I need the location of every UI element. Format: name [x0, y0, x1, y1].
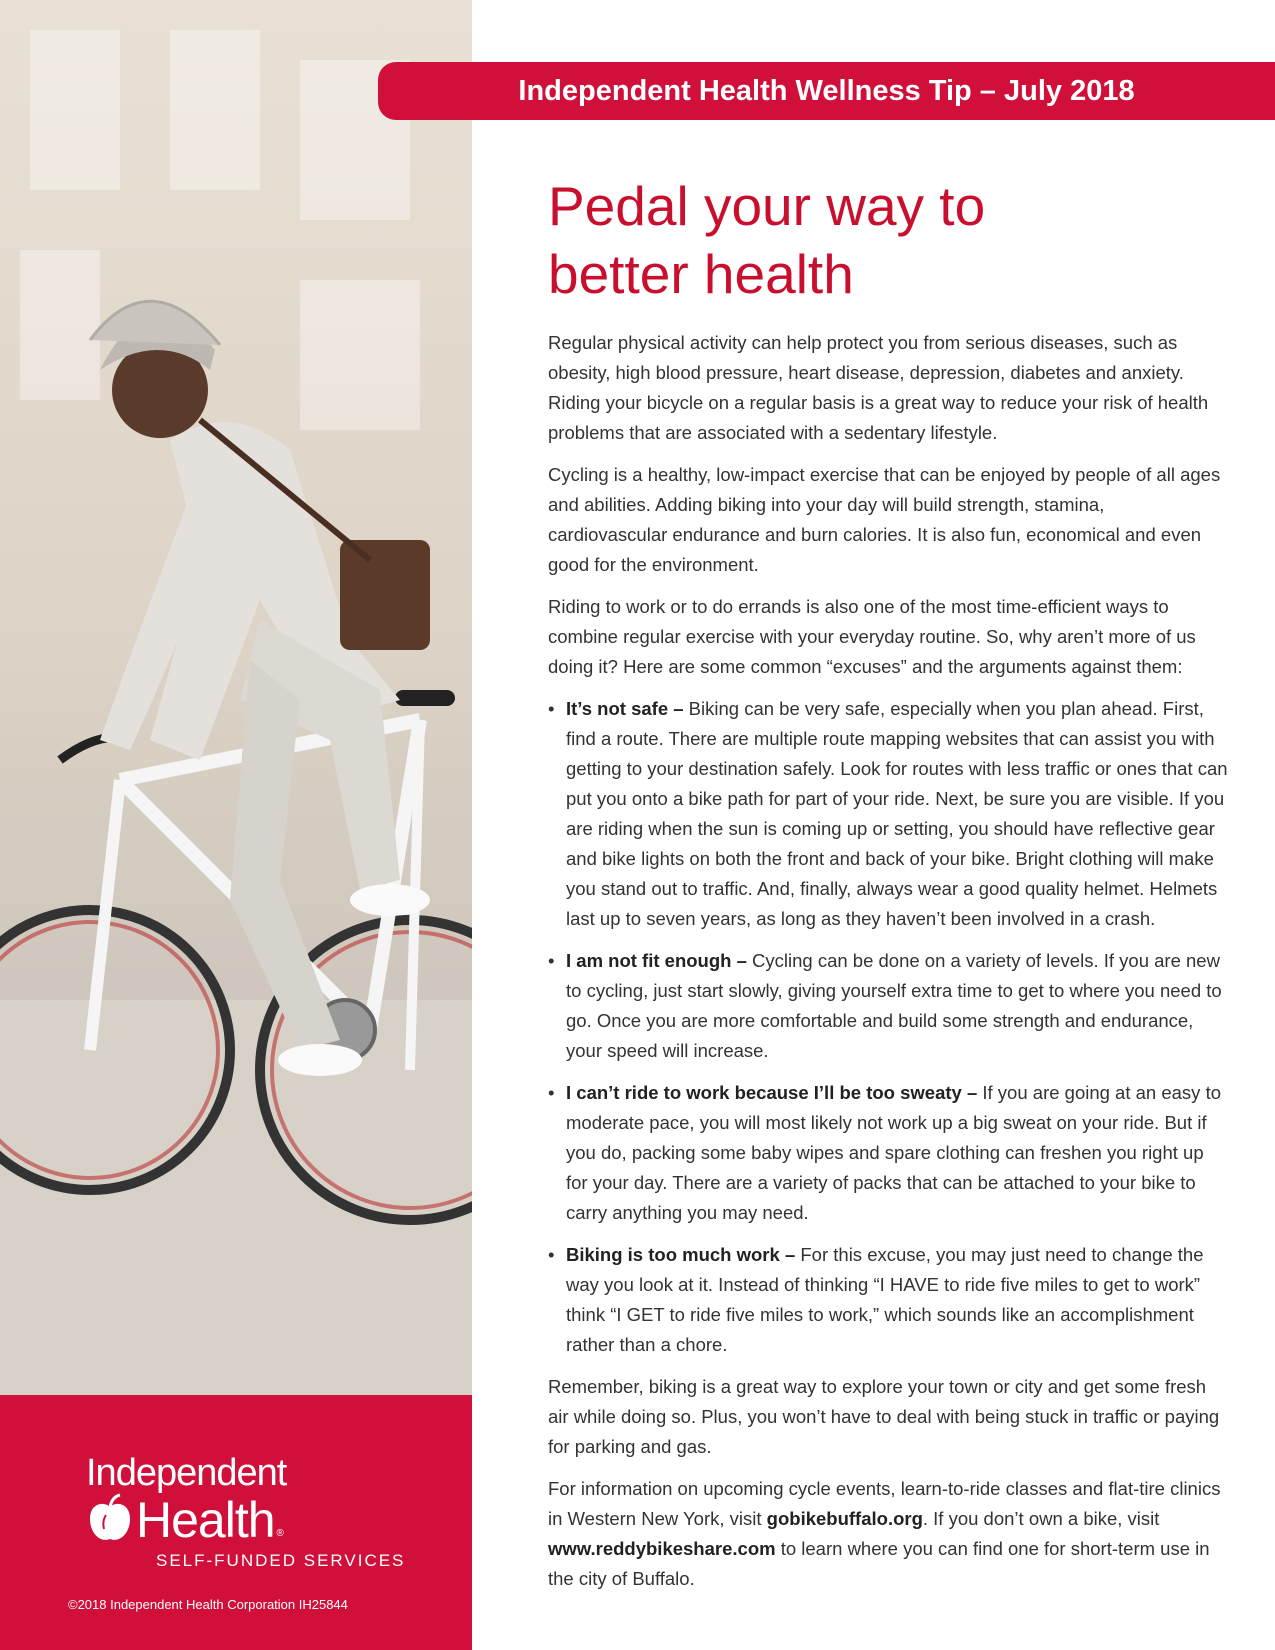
paragraph-information [548, 1474, 1228, 1594]
header-banner [378, 62, 1275, 120]
list-item [548, 694, 1228, 934]
logo-line2: Health [136, 1492, 275, 1548]
title-line1: Pedal your way to [548, 175, 986, 237]
copyright-text: ©2018 Independent Health Corporation IH25844 [68, 1597, 348, 1612]
cyclist-photo [0, 0, 472, 1395]
list-item [548, 1240, 1228, 1360]
excuse-lead: I can’t ride to work because I’ll be too sweaty – [566, 1082, 978, 1103]
cyclist-illustration [0, 0, 472, 1395]
list-item [548, 946, 1228, 1066]
logo-registered-mark: ® [276, 1528, 284, 1539]
article-title [548, 172, 1228, 308]
article [548, 172, 1228, 1606]
info-text-3: to learn where you can find one for short-term use in the city of Buffalo. [548, 1538, 1210, 1589]
excuse-lead: Biking is too much work – [566, 1244, 796, 1265]
paragraph-cycling: Cycling is a healthy, low-impact exercise that can be enjoyed by people of all ages and abilities. Adding biking into your day will build strength, stamina, cardiovascular endurance and burn calories. It is also fun, economical and even good for the environment. [548, 464, 1221, 575]
title-line2: better health [548, 243, 854, 305]
logo-line1: Independent [86, 1452, 287, 1494]
info-text-1: For information on upcoming cycle events, learn-to-ride classes and flat-tire clinics in Western New York, visit [548, 1478, 1221, 1529]
reddybikeshare-link[interactable]: www.reddybikeshare.com [548, 1538, 776, 1559]
excuse-lead: I am not fit enough – [566, 950, 747, 971]
paragraph-intro: Regular physical activity can help protect you from serious diseases, such as obesity, high blood pressure, heart disease, depression, diabetes and anxiety. Riding your bicycle on a regular basis is a great way to reduce your risk of health problems that are associated with a sedentary lifestyle. [548, 332, 1209, 443]
list-item [548, 1078, 1228, 1228]
logo-subtitle: SELF-FUNDED SERVICES [156, 1551, 406, 1570]
excuse-text: For this excuse, you may just need to change the way you look at it. Instead of thinking “I HAVE to ride five miles to get to work” think “I GET to ride five miles to work,” which sounds like an accomplishment rather than a chore. [566, 1244, 1204, 1355]
excuse-lead: It’s not safe – [566, 698, 684, 719]
apple-icon [86, 1493, 134, 1545]
paragraph-excuses-intro: Riding to work or to do errands is also one of the most time-efficient ways to combine regular exercise with your everyday routine. So, why aren’t more of us doing it? Here are some common “excuses” and the arguments against them: [548, 596, 1196, 677]
info-text-2: . If you don’t own a bike, visit [922, 1508, 1160, 1529]
gobikebuffalo-link[interactable]: gobikebuffalo.org [766, 1508, 923, 1529]
brand-panel [0, 1395, 472, 1650]
paragraph-remember: Remember, biking is a great way to explore your town or city and get some fresh air while doing so. Plus, you won’t have to deal with being stuck in traffic or paying for parking and gas. [548, 1376, 1220, 1457]
banner-title: Independent Health Wellness Tip – July 2018 [518, 74, 1135, 107]
independent-health-logo [86, 1453, 405, 1571]
excuse-text: Biking can be very safe, especially when you plan ahead. First, find a route. There are multiple route mapping websites that can assist you with getting to your destination safely. Look for routes with less traffic or ones that can put you onto a bike path for part of your ride. Next, be sure you are visible. If you are riding when the sun is coming up or setting, you should have reflective gear and bike lights on both the front and back of your bike. Bright clothing will make you stand out to traffic. And, finally, always wear a good quality helmet. Helmets last up to seven years, as long as they haven’t been involved in a crash. [566, 698, 1228, 929]
excuse-text: Cycling can be done on a variety of levels. If you are new to cycling, just start slowly, giving yourself extra time to get to where you need to go. Once you are more comfortable and build some strength and endurance, your speed will increase. [566, 950, 1222, 1061]
excuse-text: If you are going at an easy to moderate pace, you will most likely not work up a big sweat on your ride. But if you do, packing some baby wipes and spare clothing can freshen you right up for your day. There are a variety of packs that can be attached to your bike to carry anything you may need. [566, 1082, 1221, 1223]
excuses-list [548, 694, 1228, 1360]
